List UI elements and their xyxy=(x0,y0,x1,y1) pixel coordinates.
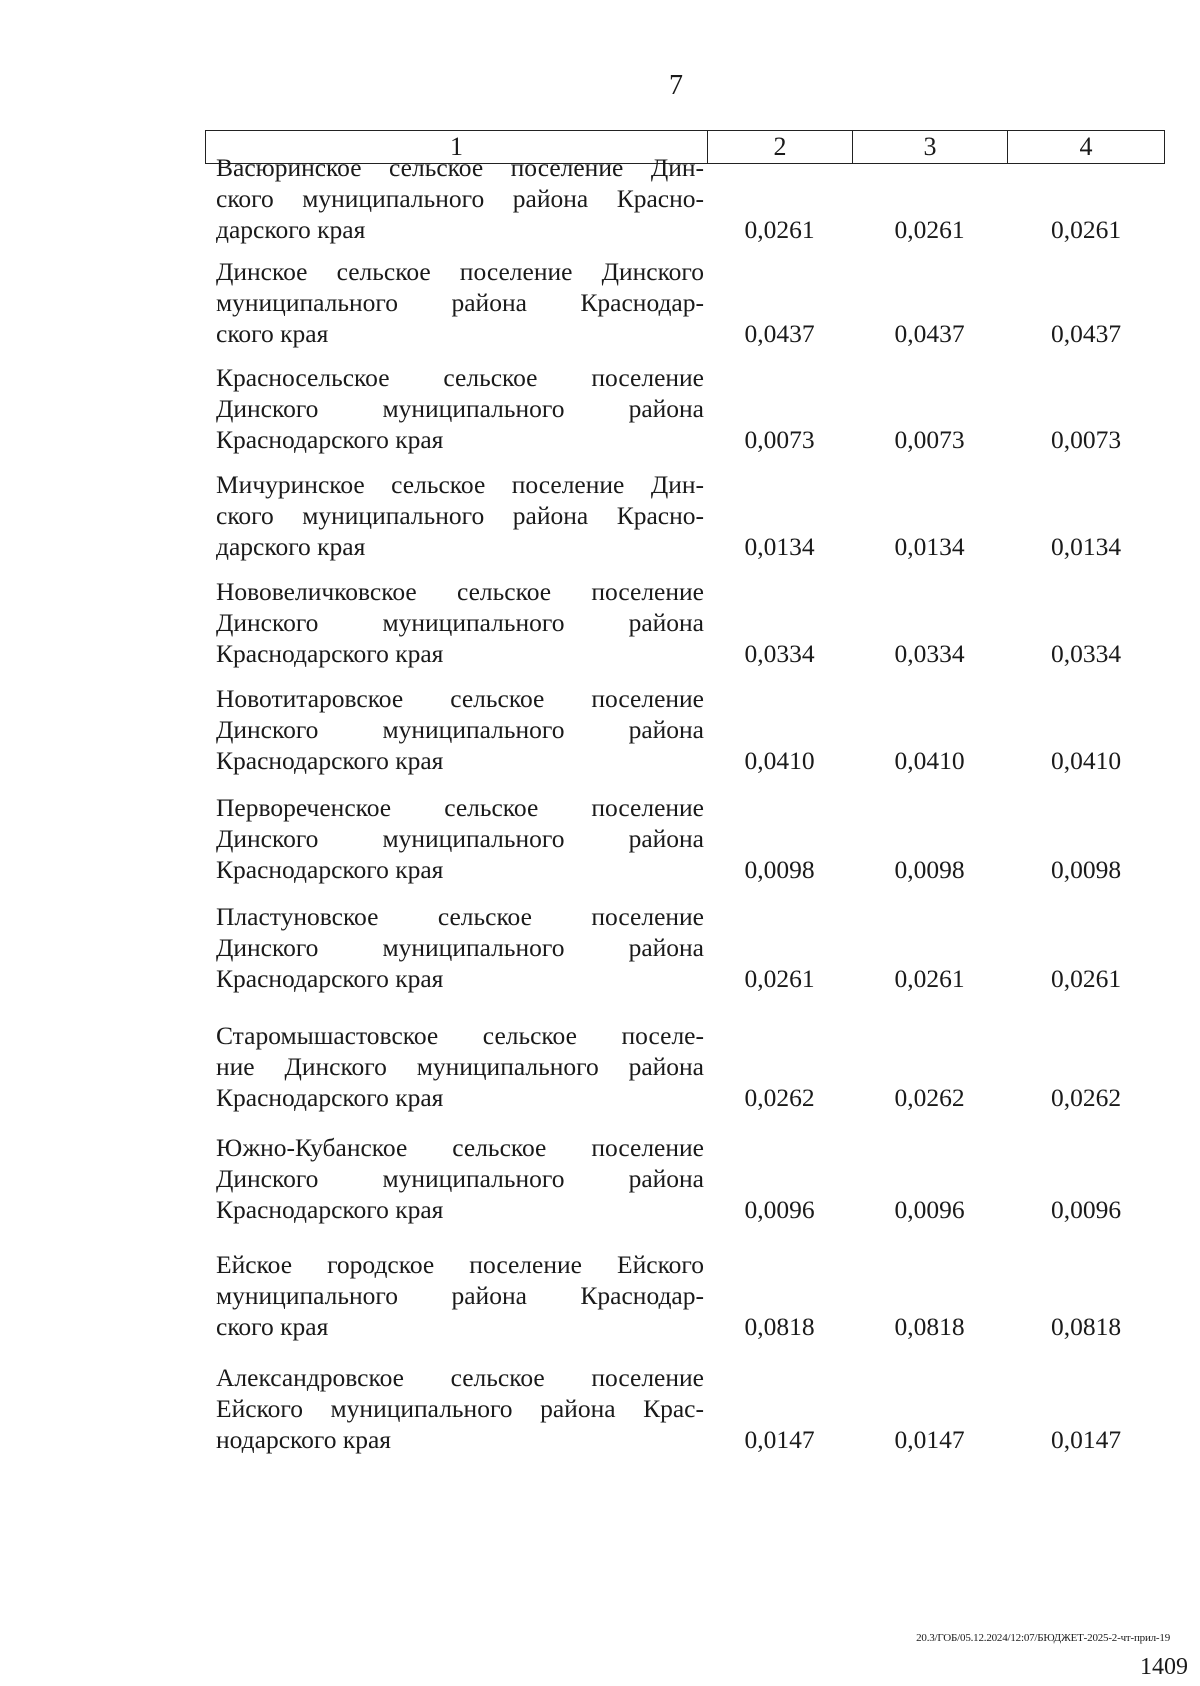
row-value-col-3: 0,0261 xyxy=(894,215,965,244)
table-row xyxy=(205,153,1165,268)
table-row xyxy=(205,470,1165,585)
row-name-line: Краснодарского края xyxy=(216,425,444,454)
row-name-line: Мичуринское сельское поселение Дин- xyxy=(216,470,704,499)
row-value-col-3: 0,0262 xyxy=(894,1083,965,1112)
row-name-line: Краснодарского края xyxy=(216,746,444,775)
row-value-col-3: 0,0147 xyxy=(894,1425,965,1454)
row-value-col-2: 0,0147 xyxy=(744,1425,815,1454)
row-value-col-4: 0,0818 xyxy=(1050,1312,1122,1341)
row-value-col-3: 0,0437 xyxy=(894,319,965,348)
header-col-3: 3 xyxy=(853,131,1008,163)
row-name-line: муниципального района Краснодар- xyxy=(216,1281,704,1310)
row-name-line: ского муниципального района Красно- xyxy=(216,501,704,530)
row-value-col-3: 0,0410 xyxy=(894,746,965,775)
row-name-line: Динского муниципального района xyxy=(216,394,704,423)
row-name-line: Васюринское сельское поселение Дин- xyxy=(216,153,704,182)
row-name-line: Новотитаровское сельское поселение xyxy=(216,684,704,713)
row-name-line: Динского муниципального района xyxy=(216,608,704,637)
row-name-line: Динского муниципального района xyxy=(216,1164,704,1193)
row-name-line: Динского муниципального района xyxy=(216,933,704,962)
row-value-col-2: 0,0134 xyxy=(744,532,815,561)
row-value-col-3: 0,0073 xyxy=(894,425,965,454)
row-value-col-4: 0,0334 xyxy=(1050,639,1122,668)
row-name xyxy=(216,469,704,562)
row-value-col-4: 0,0098 xyxy=(1050,855,1122,884)
row-value-col-2: 0,0410 xyxy=(744,746,815,775)
row-value-col-2: 0,0261 xyxy=(744,964,815,993)
table-row xyxy=(205,793,1165,908)
row-name-line: Краснодарского края xyxy=(216,639,444,668)
row-value-col-4: 0,0261 xyxy=(1050,964,1122,993)
row-value-col-4: 0,0261 xyxy=(1050,215,1122,244)
row-value-col-3: 0,0098 xyxy=(894,855,965,884)
row-name-line: Ейского муниципального района Крас- xyxy=(216,1394,704,1423)
row-name xyxy=(216,1132,704,1225)
row-name-line: ского муниципального района Красно- xyxy=(216,184,704,213)
row-name-line: Динское сельское поселение Динского xyxy=(216,257,704,286)
page-number-bottom: 1409 xyxy=(1140,1654,1188,1680)
row-value-col-2: 0,0073 xyxy=(744,425,815,454)
table-row xyxy=(205,577,1165,692)
table-row xyxy=(205,1133,1165,1248)
row-value-col-2: 0,0818 xyxy=(744,1312,815,1341)
row-value-col-4: 0,0437 xyxy=(1050,319,1122,348)
row-value-col-4: 0,0073 xyxy=(1050,425,1122,454)
row-value-col-3: 0,0096 xyxy=(894,1195,965,1224)
row-name-line: Красносельское сельское поселение xyxy=(216,363,704,392)
row-name-line: ние Динского муниципального района xyxy=(216,1052,704,1081)
row-name-line: Краснодарского края xyxy=(216,964,444,993)
row-value-col-2: 0,0098 xyxy=(744,855,815,884)
row-name-line: Краснодарского края xyxy=(216,1083,444,1112)
header-col-1: 1 xyxy=(206,131,708,163)
row-value-col-3: 0,0818 xyxy=(894,1312,965,1341)
row-name xyxy=(216,152,704,245)
header-col-4: 4 xyxy=(1079,132,1093,161)
row-value-col-2: 0,0437 xyxy=(744,319,815,348)
row-value-col-3: 0,0334 xyxy=(894,639,965,668)
row-value-col-4: 0,0147 xyxy=(1050,1425,1122,1454)
row-value-col-4: 0,0134 xyxy=(1050,532,1122,561)
row-value-col-3: 0,0261 xyxy=(894,964,965,993)
table-row xyxy=(205,1021,1165,1136)
document-code: 20.3/ГОБ/05.12.2024/12:07/БЮДЖЕТ-2025-2-чт-прил-19 xyxy=(916,1632,1170,1644)
row-name xyxy=(216,683,704,776)
row-name-line: Краснодарского края xyxy=(216,1195,444,1224)
table-row xyxy=(205,684,1165,799)
row-value-col-2: 0,0262 xyxy=(744,1083,815,1112)
table-row xyxy=(205,1363,1165,1478)
row-name-line: Нововеличковское сельское поселение xyxy=(216,577,704,606)
row-name xyxy=(216,901,704,994)
row-name-line: Динского муниципального района xyxy=(216,824,704,853)
row-name-line: Южно-Кубанское сельское поселение xyxy=(216,1133,704,1162)
row-name-line: ского края xyxy=(216,1312,329,1341)
row-name xyxy=(216,1020,704,1113)
row-value-col-2: 0,0096 xyxy=(744,1195,815,1224)
row-name xyxy=(216,576,704,669)
table-row xyxy=(205,902,1165,1017)
row-name-line: Старомышастовское сельское поселе- xyxy=(216,1021,704,1050)
row-name xyxy=(216,362,704,455)
table-row xyxy=(205,1250,1165,1365)
row-value-col-2: 0,0334 xyxy=(744,639,815,668)
row-name xyxy=(216,1362,704,1455)
row-value-col-2: 0,0261 xyxy=(744,215,815,244)
row-name-line: Ейское городское поселение Ейского xyxy=(216,1250,704,1279)
row-name-line: нодарского края xyxy=(216,1425,392,1454)
row-name-line: Пластуновское сельское поселение xyxy=(216,902,704,931)
row-name-line: Первореченское сельское поселение xyxy=(216,793,704,822)
table-row xyxy=(205,363,1165,478)
row-value-col-4: 0,0096 xyxy=(1050,1195,1122,1224)
row-name-line: муниципального района Краснодар- xyxy=(216,288,704,317)
row-name xyxy=(216,792,704,885)
row-name-line: Александровское сельское поселение xyxy=(216,1363,704,1392)
row-value-col-4: 0,0262 xyxy=(1050,1083,1122,1112)
row-value-col-3: 0,0134 xyxy=(894,532,965,561)
row-name-line: Краснодарского края xyxy=(216,855,444,884)
row-value-col-4: 0,0410 xyxy=(1050,746,1122,775)
table-row xyxy=(205,257,1165,372)
page-number-top: 7 xyxy=(669,70,683,101)
header-col-2: 2 xyxy=(708,131,853,163)
row-name-line: дарского края xyxy=(216,215,366,244)
row-name-line: ского края xyxy=(216,319,329,348)
row-name xyxy=(216,256,704,349)
row-name-line: Динского муниципального района xyxy=(216,715,704,744)
row-name xyxy=(216,1249,704,1342)
row-name-line: дарского края xyxy=(216,532,366,561)
